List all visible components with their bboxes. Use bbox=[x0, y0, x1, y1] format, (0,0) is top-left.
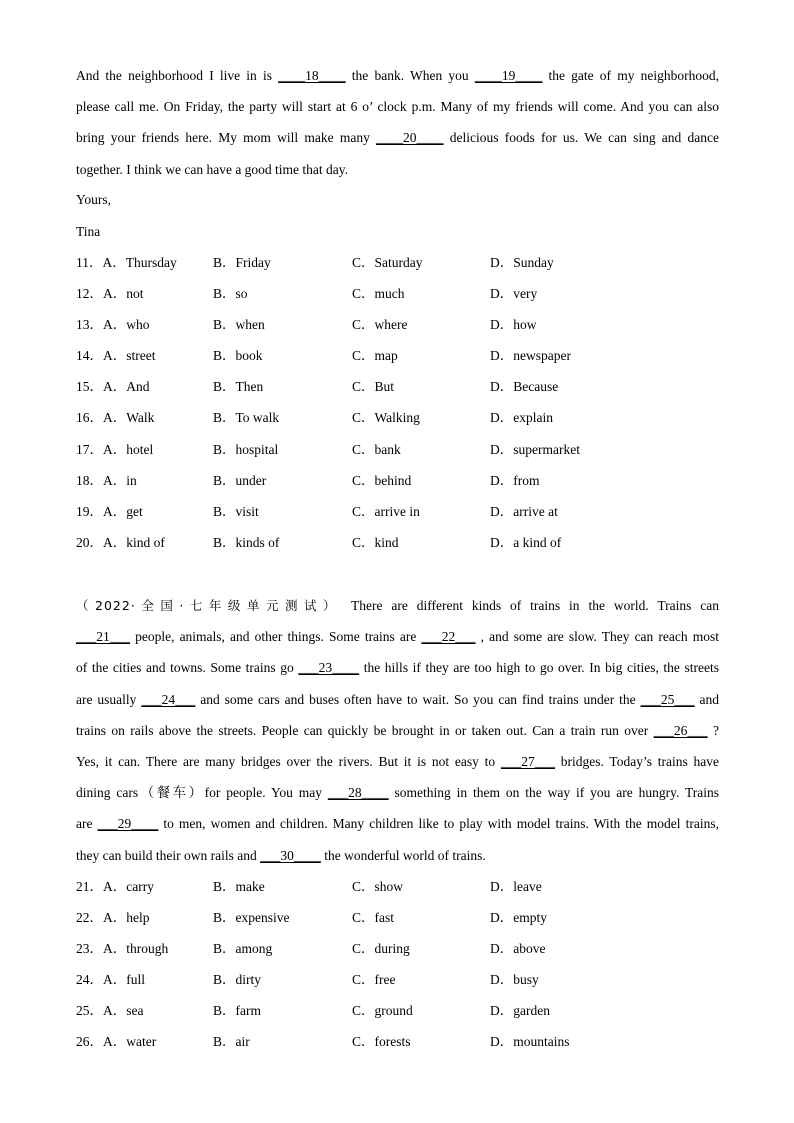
option-b: B．expensive bbox=[213, 910, 290, 926]
text-line bbox=[76, 715, 719, 746]
question-number: 25． bbox=[76, 1003, 103, 1019]
text-line bbox=[76, 621, 719, 652]
question-row bbox=[76, 465, 636, 496]
option-a: A．sea bbox=[103, 1003, 144, 1019]
text-line bbox=[76, 840, 719, 871]
question-number-and-option-a bbox=[76, 527, 165, 558]
question-number: 23． bbox=[76, 941, 103, 957]
question-number-and-option-a bbox=[76, 340, 155, 371]
source-label: （2022·全国·七年级单元测试） bbox=[76, 598, 343, 613]
text-segment: And the neighborhood I live in is bbox=[76, 68, 279, 83]
question-number: 15． bbox=[76, 379, 103, 395]
option-a: A．street bbox=[103, 348, 156, 364]
text-segment: bring your friends here. My mom will make many bbox=[76, 130, 377, 146]
option-b: B．under bbox=[213, 472, 267, 488]
option-b: B．dirty bbox=[213, 972, 262, 988]
option-c: C．behind bbox=[352, 472, 412, 488]
question-number-and-option-a bbox=[76, 278, 144, 309]
question-row bbox=[76, 247, 636, 278]
option-b: B．make bbox=[213, 879, 265, 894]
text-segment: the gate of my neighborhood, bbox=[542, 68, 719, 83]
option-c: C．much bbox=[352, 286, 405, 302]
text-segment: the wonderful world of trains. bbox=[320, 847, 486, 863]
question-number: 12． bbox=[76, 286, 103, 302]
answer-blank: ___29____ bbox=[97, 816, 159, 832]
option-a: A．not bbox=[103, 286, 144, 302]
question-number-and-option-a bbox=[76, 902, 150, 933]
option-d: D．above bbox=[490, 941, 546, 957]
option-b: B．so bbox=[213, 286, 248, 302]
question-row bbox=[76, 902, 636, 933]
option-d: D．arrive at bbox=[490, 503, 558, 519]
option-c: C．free bbox=[352, 972, 396, 988]
answer-blank: ___30____ bbox=[260, 847, 321, 863]
question-number-and-option-a bbox=[76, 434, 153, 465]
question-row bbox=[76, 434, 636, 465]
question-row bbox=[76, 527, 636, 558]
question-number: 19． bbox=[76, 503, 103, 519]
option-b: B．book bbox=[213, 348, 263, 364]
option-d: D．supermarket bbox=[490, 441, 580, 457]
answer-blank: ___22___ bbox=[421, 629, 476, 645]
text-line bbox=[76, 652, 719, 683]
option-d: D．leave bbox=[490, 879, 542, 894]
text-line bbox=[76, 808, 719, 839]
option-d: D．mountains bbox=[490, 1034, 570, 1050]
option-a: A．who bbox=[103, 317, 150, 333]
text-segment: of the cities and towns. Some trains go bbox=[76, 660, 299, 676]
question-number-and-option-a bbox=[76, 309, 150, 340]
question-number-and-option-a bbox=[76, 402, 154, 433]
option-d: D．busy bbox=[490, 972, 539, 988]
option-b: B．To walk bbox=[213, 410, 280, 426]
option-a: A．Walk bbox=[103, 410, 155, 426]
question-number-and-option-a bbox=[76, 371, 150, 402]
question-number-and-option-a bbox=[76, 933, 168, 964]
question-list-11-20 bbox=[76, 247, 636, 558]
option-b: B．among bbox=[213, 941, 273, 957]
text-line bbox=[76, 154, 719, 185]
text-segment: are usually bbox=[76, 691, 142, 707]
question-row bbox=[76, 871, 636, 902]
question-number-and-option-a bbox=[76, 496, 143, 527]
option-b: B．when bbox=[213, 317, 265, 333]
option-a: A．And bbox=[103, 379, 150, 395]
question-number: 11． bbox=[76, 255, 103, 270]
option-d: D．from bbox=[490, 472, 540, 488]
option-b: B．air bbox=[213, 1034, 250, 1050]
question-row bbox=[76, 371, 636, 402]
option-a: A．get bbox=[103, 503, 143, 519]
option-a: A．in bbox=[103, 472, 137, 488]
question-number-and-option-a bbox=[76, 465, 137, 496]
question-number: 18． bbox=[76, 472, 103, 488]
question-row bbox=[76, 496, 636, 527]
text-segment: , and some are slow. They can reach most bbox=[475, 629, 719, 645]
answer-blank: ____19____ bbox=[474, 68, 543, 83]
option-d: D．empty bbox=[490, 910, 547, 926]
question-number: 17． bbox=[76, 441, 103, 457]
option-c: C．bank bbox=[352, 441, 401, 457]
option-c: C．forests bbox=[352, 1034, 411, 1050]
question-number-and-option-a bbox=[76, 247, 177, 278]
text-segment: together. I think we can have a good time that day. bbox=[76, 161, 349, 177]
option-c: C．But bbox=[352, 379, 395, 395]
option-c: C．ground bbox=[352, 1003, 413, 1019]
option-c: C．kind bbox=[352, 534, 399, 550]
text-line bbox=[76, 91, 719, 122]
question-number: 21． bbox=[76, 879, 103, 894]
answer-blank: ____20____ bbox=[376, 130, 444, 146]
option-c: C．during bbox=[352, 941, 410, 957]
text-segment: to men, women and children. Many children like to play with model trains. With the model trains, bbox=[158, 816, 719, 832]
question-row bbox=[76, 309, 636, 340]
question-row bbox=[76, 278, 636, 309]
option-b: B．Friday bbox=[213, 255, 271, 270]
question-number-and-option-a bbox=[76, 964, 145, 995]
text-segment: dining cars（餐车）for people. You may bbox=[76, 785, 328, 801]
text-segment: trains on rails above the streets. People can quickly be brought in or taken out. Can a train run over bbox=[76, 722, 654, 738]
question-row bbox=[76, 1026, 636, 1057]
text-segment: are bbox=[76, 816, 98, 832]
question-number: 13． bbox=[76, 317, 103, 333]
option-d: D．newspaper bbox=[490, 348, 571, 364]
text-segment: they can build their own rails and bbox=[76, 847, 261, 863]
option-a: A．kind of bbox=[103, 534, 165, 550]
text-line bbox=[76, 60, 719, 91]
text-segment: the bank. When you bbox=[345, 68, 475, 83]
answer-blank: ____18____ bbox=[278, 68, 346, 83]
text-segment: bridges. Today’s trains have bbox=[554, 753, 720, 769]
option-a: A．help bbox=[103, 910, 150, 926]
question-number-and-option-a bbox=[76, 871, 154, 902]
text-segment: people, animals, and other things. Some trains are bbox=[130, 629, 422, 645]
option-b: B．hospital bbox=[213, 441, 279, 457]
option-d: D．how bbox=[490, 317, 537, 333]
question-number-and-option-a bbox=[76, 995, 144, 1026]
option-a: A．water bbox=[103, 1034, 157, 1050]
option-d: D．explain bbox=[490, 410, 553, 426]
question-row bbox=[76, 340, 636, 371]
answer-blank: ___21___ bbox=[76, 629, 130, 645]
question-number-and-option-a bbox=[76, 1026, 156, 1057]
text-line bbox=[76, 122, 719, 153]
option-b: B．visit bbox=[213, 503, 259, 519]
option-a: A．carry bbox=[103, 879, 154, 894]
question-row bbox=[76, 402, 636, 433]
question-row bbox=[76, 933, 636, 964]
text-line bbox=[76, 684, 719, 715]
text-segment: something in them on the way if you are hungry. Trains bbox=[388, 785, 719, 801]
text-segment: please call me. On Friday, the party will start at 6 o’ clock p.m. Many of my friends will come. And you can also bbox=[76, 99, 719, 115]
question-number: 14． bbox=[76, 348, 103, 364]
text-segment: delicious foods for us. We can sing and dance bbox=[443, 130, 719, 146]
letter-signature: Tina bbox=[76, 224, 101, 239]
question-number: 20． bbox=[76, 534, 103, 550]
answer-blank: ___26___ bbox=[653, 722, 708, 738]
letter-paragraph bbox=[76, 60, 719, 185]
question-list-21-26 bbox=[76, 871, 636, 1058]
option-d: D．Because bbox=[490, 379, 559, 395]
option-c: C．where bbox=[352, 317, 408, 333]
option-c: C．arrive in bbox=[352, 503, 420, 519]
option-b: B．Then bbox=[213, 379, 264, 395]
option-d: D．garden bbox=[490, 1003, 550, 1019]
answer-blank: ___27___ bbox=[500, 753, 555, 769]
option-c: C．fast bbox=[352, 910, 394, 926]
text-segment: the hills if they are too high to go over. In big cities, the streets bbox=[359, 660, 720, 676]
option-c: C．Walking bbox=[352, 410, 420, 426]
text-line bbox=[76, 590, 719, 621]
option-d: D．a kind of bbox=[490, 534, 562, 550]
answer-blank: ___28____ bbox=[327, 785, 389, 801]
option-b: B．kinds of bbox=[213, 534, 280, 550]
answer-blank: ___25___ bbox=[640, 691, 695, 707]
option-a: A．full bbox=[103, 972, 145, 988]
question-number: 26． bbox=[76, 1034, 103, 1050]
letter-closing: Yours, bbox=[76, 192, 112, 207]
text-line bbox=[76, 746, 719, 777]
question-row bbox=[76, 964, 636, 995]
text-segment: There are different kinds of trains in the world. Trains can bbox=[342, 598, 720, 613]
option-c: C．show bbox=[352, 879, 404, 894]
text-segment: and bbox=[694, 691, 719, 707]
text-segment: and some cars and buses often have to wait. So you can find trains under the bbox=[195, 691, 641, 707]
answer-blank: ___23____ bbox=[298, 660, 360, 676]
text-line bbox=[76, 777, 719, 808]
option-a: A．Thursday bbox=[102, 255, 177, 270]
question-number: 16． bbox=[76, 410, 103, 426]
option-a: A．hotel bbox=[103, 441, 154, 457]
option-d: D．Sunday bbox=[490, 255, 554, 270]
question-row bbox=[76, 995, 636, 1026]
text-segment: Yes, it can. There are many bridges over the rivers. But it is not easy to bbox=[76, 753, 501, 769]
question-number: 22． bbox=[76, 910, 103, 926]
option-a: A．through bbox=[103, 941, 169, 957]
answer-blank: ___24___ bbox=[141, 691, 196, 707]
option-d: D．very bbox=[490, 286, 538, 302]
option-c: C．Saturday bbox=[352, 255, 423, 270]
passage-trains bbox=[76, 590, 719, 871]
question-number: 24． bbox=[76, 972, 103, 988]
text-segment: ? bbox=[707, 722, 719, 738]
option-b: B．farm bbox=[213, 1003, 261, 1019]
option-c: C．map bbox=[352, 348, 398, 364]
